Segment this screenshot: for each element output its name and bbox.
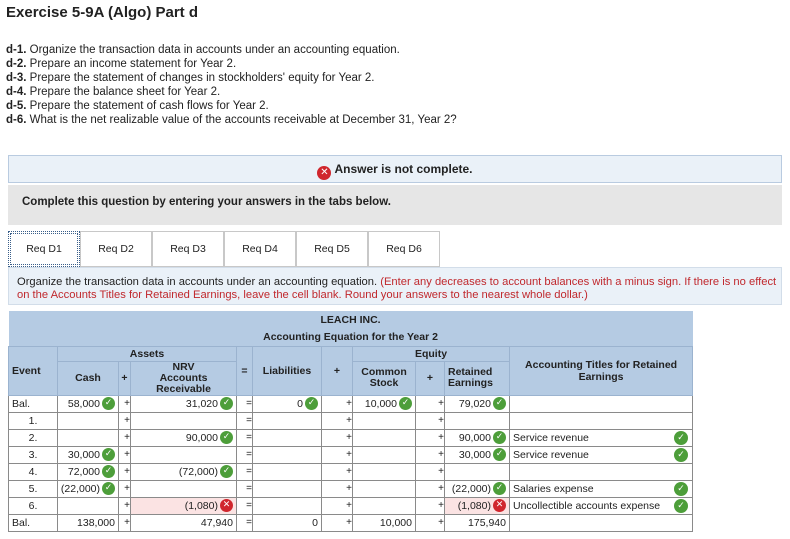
- accounting-title-select: [510, 514, 693, 531]
- plus-sign: +: [119, 412, 131, 429]
- complete-prompt: Complete this question by entering your answers in the tabs below.: [22, 196, 391, 208]
- event-cell: 2.: [9, 429, 58, 446]
- liabilities-input[interactable]: 0 ✓: [253, 395, 322, 412]
- header-equity: Equity: [353, 346, 510, 361]
- plus-sign: +: [322, 514, 353, 531]
- common-stock-input[interactable]: [353, 412, 416, 429]
- plus-sign: +: [322, 497, 353, 514]
- plus-sign: +: [322, 412, 353, 429]
- nrv-input[interactable]: (1,080) ✕: [131, 497, 237, 514]
- plus-sign: +: [119, 514, 131, 531]
- error-icon: ✕: [220, 499, 233, 512]
- instruction-box: [8, 267, 782, 305]
- plus-sign: +: [416, 395, 445, 412]
- title-check-icon: ✓: [674, 431, 688, 445]
- check-icon: ✓: [493, 482, 506, 495]
- plus-sign: +: [119, 497, 131, 514]
- error-icon: ✕: [493, 499, 506, 512]
- check-icon: ✓: [493, 431, 506, 444]
- requirement-d5: d-5. Prepare the statement of cash flows for Year 2.: [6, 100, 269, 112]
- nrv-input[interactable]: [131, 480, 237, 497]
- title-check-icon: ✓: [674, 499, 688, 513]
- plus-sign: +: [322, 446, 353, 463]
- header-common-stock: Common Stock: [353, 361, 416, 395]
- event-cell: 4.: [9, 463, 58, 480]
- common-stock-input[interactable]: [353, 446, 416, 463]
- liabilities-input: 0: [253, 514, 322, 531]
- accounting-title-select[interactable]: Service revenue: [510, 429, 693, 446]
- common-stock-input[interactable]: [353, 429, 416, 446]
- cash-input[interactable]: 30,000 ✓: [58, 446, 119, 463]
- nrv-input[interactable]: [131, 446, 237, 463]
- common-stock-input[interactable]: [353, 480, 416, 497]
- instructions-banner: [8, 185, 782, 225]
- accounting-title-select[interactable]: [510, 412, 693, 429]
- accounting-title-select[interactable]: Salaries expense: [510, 480, 693, 497]
- error-icon: ✕: [317, 166, 331, 180]
- requirement-d1: d-1. Organize the transaction data in accounts under an accounting equation.: [6, 44, 400, 56]
- accounting-title-select[interactable]: Uncollectible accounts expense: [510, 497, 693, 514]
- event-cell: 3.: [9, 446, 58, 463]
- nrv-input[interactable]: (72,000) ✓: [131, 463, 237, 480]
- header-plus-assets: +: [119, 361, 131, 395]
- requirement-d4: d-4. Prepare the balance sheet for Year 2.: [6, 86, 221, 98]
- liabilities-input[interactable]: [253, 446, 322, 463]
- check-icon: ✓: [220, 431, 233, 444]
- check-icon: ✓: [493, 448, 506, 461]
- header-nrv: NRV Accounts Receivable: [131, 361, 237, 395]
- requirement-d3: d-3. Prepare the statement of changes in stockholders' equity for Year 2.: [6, 72, 375, 84]
- header-equals: =: [237, 346, 253, 395]
- tab-req-d3[interactable]: Req D3: [152, 231, 224, 267]
- plus-sign: +: [416, 463, 445, 480]
- accounting-title-select[interactable]: Service revenue: [510, 446, 693, 463]
- common-stock-input: 10,000: [353, 514, 416, 531]
- check-icon: ✓: [102, 448, 115, 461]
- common-stock-input[interactable]: [353, 463, 416, 480]
- header-assets: Assets: [58, 346, 237, 361]
- accounting-equation-table: [8, 311, 693, 532]
- liabilities-input[interactable]: [253, 497, 322, 514]
- table-row: [9, 395, 693, 412]
- plus-sign: +: [119, 463, 131, 480]
- equals-sign: =: [237, 412, 253, 429]
- plus-sign: +: [322, 463, 353, 480]
- tab-req-d5[interactable]: Req D5: [296, 231, 368, 267]
- table-row: [9, 514, 693, 531]
- plus-sign: +: [416, 480, 445, 497]
- table-row: [9, 429, 693, 446]
- liabilities-input[interactable]: [253, 480, 322, 497]
- plus-sign: +: [416, 497, 445, 514]
- check-icon: ✓: [399, 397, 412, 410]
- retained-earnings-input[interactable]: 30,000 ✓: [445, 446, 510, 463]
- table-row: [9, 463, 693, 480]
- tab-req-d1[interactable]: Req D1: [8, 231, 80, 267]
- table-row: [9, 480, 693, 497]
- header-accounting-titles: Accounting Titles for Retained Earnings: [510, 346, 693, 395]
- retained-earnings-input: 175,940: [445, 514, 510, 531]
- cash-input[interactable]: 58,000 ✓: [58, 395, 119, 412]
- equals-sign: =: [237, 395, 253, 412]
- title-check-icon: ✓: [674, 482, 688, 496]
- check-icon: ✓: [102, 397, 115, 410]
- liabilities-input[interactable]: [253, 463, 322, 480]
- plus-sign: +: [416, 446, 445, 463]
- plus-sign: +: [322, 480, 353, 497]
- cash-input[interactable]: [58, 497, 119, 514]
- plus-sign: +: [119, 395, 131, 412]
- header-liabilities: Liabilities: [253, 346, 322, 395]
- table-subtitle: Accounting Equation for the Year 2: [9, 328, 693, 346]
- plus-sign: +: [416, 412, 445, 429]
- check-icon: ✓: [102, 465, 115, 478]
- instruction-main: Organize the transaction data in accounts under an accounting equation.: [17, 276, 378, 288]
- table-row: [9, 446, 693, 463]
- retained-earnings-input[interactable]: 79,020 ✓: [445, 395, 510, 412]
- plus-sign: +: [119, 480, 131, 497]
- requirements-list: [6, 43, 457, 127]
- check-icon: ✓: [102, 482, 115, 495]
- check-icon: ✓: [220, 465, 233, 478]
- plus-sign: +: [322, 395, 353, 412]
- answer-status-banner: [8, 155, 782, 183]
- cash-input[interactable]: [58, 412, 119, 429]
- table-row: [9, 412, 693, 429]
- header-event: Event: [9, 346, 58, 395]
- table-row: [9, 497, 693, 514]
- plus-sign: +: [416, 514, 445, 531]
- event-cell: 1.: [9, 412, 58, 429]
- nrv-input: 47,940: [131, 514, 237, 531]
- retained-earnings-input[interactable]: [445, 412, 510, 429]
- event-cell: Bal.: [9, 395, 58, 412]
- header-retained-earnings: Retained Earnings: [445, 361, 510, 395]
- retained-earnings-input[interactable]: [445, 463, 510, 480]
- nrv-input[interactable]: 31,020 ✓: [131, 395, 237, 412]
- accounting-title-select[interactable]: [510, 463, 693, 480]
- liabilities-input[interactable]: [253, 412, 322, 429]
- check-icon: ✓: [220, 397, 233, 410]
- equals-sign: =: [237, 480, 253, 497]
- instruction-hint: (Enter any decreases to account balances with a minus sign. If there is no effect on the Accounts Titles for Retained Earnings, leave the cell blank. Round your answers to the nearest whole dollar.): [17, 276, 777, 301]
- common-stock-input[interactable]: 10,000 ✓: [353, 395, 416, 412]
- tab-req-d4[interactable]: Req D4: [224, 231, 296, 267]
- tab-req-d2[interactable]: Req D2: [80, 231, 152, 267]
- answer-status-text: Answer is not complete.: [334, 162, 473, 176]
- nrv-input[interactable]: [131, 412, 237, 429]
- equals-sign: =: [237, 497, 253, 514]
- equals-sign: =: [237, 446, 253, 463]
- nrv-input[interactable]: 90,000 ✓: [131, 429, 237, 446]
- event-cell: 5.: [9, 480, 58, 497]
- equals-sign: =: [237, 514, 253, 531]
- plus-sign: +: [119, 429, 131, 446]
- plus-sign: +: [322, 429, 353, 446]
- plus-sign: +: [119, 446, 131, 463]
- header-cash: Cash: [58, 361, 119, 395]
- check-icon: ✓: [305, 397, 318, 410]
- title-check-icon: ✓: [674, 448, 688, 462]
- equals-sign: =: [237, 463, 253, 480]
- page-title: Exercise 5-9A (Algo) Part d: [6, 4, 199, 21]
- company-name: LEACH INC.: [9, 311, 693, 328]
- requirement-d6: d-6. What is the net realizable value of the accounts receivable at December 31, Year 2?: [6, 114, 457, 126]
- retained-earnings-input[interactable]: (22,000) ✓: [445, 480, 510, 497]
- cash-input[interactable]: 72,000 ✓: [58, 463, 119, 480]
- accounting-title-select[interactable]: [510, 395, 693, 412]
- equals-sign: =: [237, 429, 253, 446]
- common-stock-input[interactable]: [353, 497, 416, 514]
- liabilities-input[interactable]: [253, 429, 322, 446]
- tab-req-d6[interactable]: Req D6: [368, 231, 440, 267]
- cash-input[interactable]: [58, 429, 119, 446]
- event-cell: Bal.: [9, 514, 58, 531]
- cash-input: 138,000: [58, 514, 119, 531]
- retained-earnings-input[interactable]: 90,000 ✓: [445, 429, 510, 446]
- plus-sign: +: [416, 429, 445, 446]
- retained-earnings-input[interactable]: (1,080) ✕: [445, 497, 510, 514]
- check-icon: ✓: [493, 397, 506, 410]
- cash-input[interactable]: (22,000) ✓: [58, 480, 119, 497]
- event-cell: 6.: [9, 497, 58, 514]
- requirement-d2: d-2. Prepare an income statement for Year 2.: [6, 58, 237, 70]
- header-plus-equity: +: [416, 361, 445, 395]
- header-plus-liab: +: [322, 346, 353, 395]
